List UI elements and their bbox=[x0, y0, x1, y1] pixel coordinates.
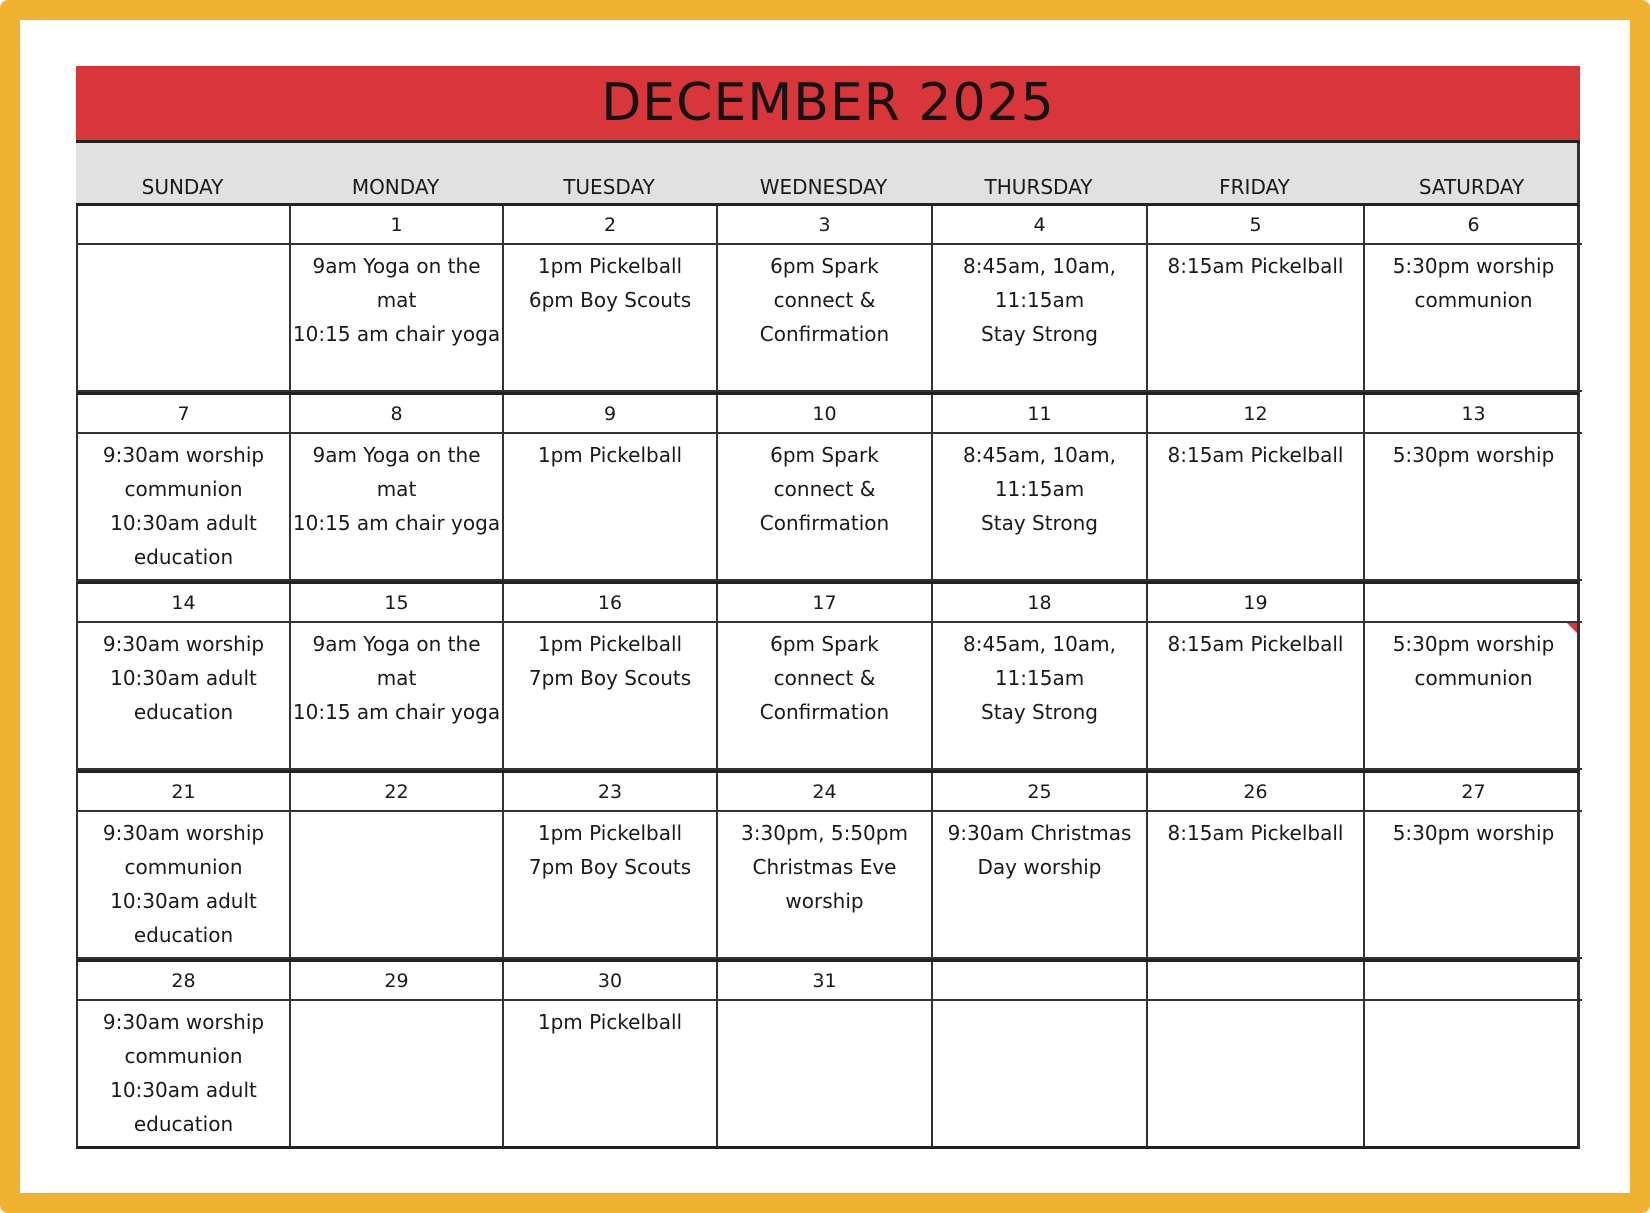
event-text: 10:30am adult bbox=[110, 1078, 257, 1102]
event-text: 11:15am bbox=[994, 288, 1085, 312]
day-events-cell bbox=[78, 812, 291, 959]
day-number: 19 bbox=[1148, 584, 1365, 623]
day-events-cell bbox=[291, 245, 504, 392]
event-text: 10:30am adult bbox=[110, 666, 257, 690]
day-number: 5 bbox=[1148, 206, 1365, 245]
day-events-cell bbox=[933, 623, 1148, 770]
weekday-header-saturday: SATURDAY bbox=[1418, 175, 1525, 199]
day-events-cell bbox=[78, 434, 291, 581]
day-number bbox=[1365, 962, 1582, 1001]
day-events-cell bbox=[933, 1001, 1148, 1146]
event-text: mat bbox=[376, 477, 417, 501]
weekday-header-tuesday: TUESDAY bbox=[563, 175, 655, 199]
event-text: communion bbox=[124, 1044, 243, 1068]
day-events-cell bbox=[78, 623, 291, 770]
day-events-cell bbox=[78, 1001, 291, 1146]
event-text: education bbox=[133, 545, 234, 569]
event-text: 9:30am worship bbox=[102, 443, 265, 467]
day-number: 23 bbox=[504, 773, 718, 812]
comment-marker-icon bbox=[1567, 623, 1577, 633]
event-text: 10:15 am chair yoga bbox=[292, 511, 501, 535]
event-text: connect & bbox=[773, 288, 876, 312]
weekday-header-wednesday: WEDNESDAY bbox=[759, 175, 888, 199]
day-number: 1 bbox=[291, 206, 504, 245]
event-text: 6pm Spark bbox=[770, 254, 879, 278]
day-number: 17 bbox=[718, 584, 933, 623]
event-text: 11:15am bbox=[994, 477, 1085, 501]
day-number: 13 bbox=[1365, 395, 1582, 434]
day-events-cell bbox=[1148, 812, 1365, 959]
event-text: communion bbox=[1414, 288, 1533, 312]
weekday-header-sunday: SUNDAY bbox=[141, 175, 224, 199]
day-events-cell bbox=[291, 1001, 504, 1146]
day-events-cell bbox=[1365, 245, 1582, 392]
weekday-header-row bbox=[76, 143, 1580, 206]
weekday-header-thursday: THURSDAY bbox=[984, 175, 1093, 199]
event-text: 9:30am Christmas bbox=[947, 821, 1132, 845]
day-events-cell bbox=[1148, 1001, 1365, 1146]
day-number: 8 bbox=[291, 395, 504, 434]
event-text: worship bbox=[785, 889, 864, 913]
event-text: 7pm Boy Scouts bbox=[528, 855, 692, 879]
day-events-cell bbox=[933, 245, 1148, 392]
event-text: 9:30am worship bbox=[102, 1010, 265, 1034]
event-text: 1pm Pickelball bbox=[537, 254, 683, 278]
week-row bbox=[76, 584, 1580, 773]
calendar-weeks bbox=[76, 206, 1580, 1149]
event-text: 1pm Pickelball bbox=[537, 1010, 683, 1034]
event-text: 10:30am adult bbox=[110, 511, 257, 535]
day-events-cell bbox=[1365, 1001, 1582, 1146]
day-number: 30 bbox=[504, 962, 718, 1001]
event-text: Confirmation bbox=[759, 700, 890, 724]
event-text: 5:30pm worship bbox=[1392, 632, 1555, 656]
event-text: 8:15am Pickelball bbox=[1167, 632, 1344, 656]
day-events-cell bbox=[291, 623, 504, 770]
event-text: 9:30am worship bbox=[102, 632, 265, 656]
event-text: 8:15am Pickelball bbox=[1167, 254, 1344, 278]
event-text: 9am Yoga on the bbox=[312, 443, 481, 467]
event-text: mat bbox=[376, 288, 417, 312]
day-events-cell bbox=[1365, 812, 1582, 959]
day-number: 10 bbox=[718, 395, 933, 434]
day-number: 22 bbox=[291, 773, 504, 812]
calendar bbox=[76, 66, 1580, 1149]
day-number: 3 bbox=[718, 206, 933, 245]
event-text: 1pm Pickelball bbox=[537, 821, 683, 845]
day-events-cell bbox=[1148, 434, 1365, 581]
event-text: 6pm Boy Scouts bbox=[528, 288, 692, 312]
event-text: communion bbox=[1414, 666, 1533, 690]
day-events-cell bbox=[291, 812, 504, 959]
calendar-title-bar bbox=[76, 66, 1580, 143]
day-events-cell bbox=[1365, 434, 1582, 581]
day-number: 11 bbox=[933, 395, 1148, 434]
event-text: 1pm Pickelball bbox=[537, 443, 683, 467]
day-events-cell bbox=[504, 623, 718, 770]
event-text: communion bbox=[124, 477, 243, 501]
event-text: Stay Strong bbox=[981, 322, 1098, 346]
event-text: 8:45am, 10am, bbox=[963, 632, 1116, 656]
event-text: 3:30pm, 5:50pm bbox=[741, 821, 908, 845]
day-number: 9 bbox=[504, 395, 718, 434]
day-events-cell bbox=[718, 1001, 933, 1146]
day-number bbox=[1148, 962, 1365, 1001]
day-events-cell bbox=[78, 245, 291, 392]
day-number: 28 bbox=[78, 962, 291, 1001]
day-number: 14 bbox=[78, 584, 291, 623]
event-text: mat bbox=[376, 666, 417, 690]
event-text: connect & bbox=[773, 666, 876, 690]
day-number: 29 bbox=[291, 962, 504, 1001]
day-events-cell bbox=[1365, 623, 1582, 770]
event-text: 8:45am, 10am, bbox=[963, 254, 1116, 278]
event-text: education bbox=[133, 1112, 234, 1136]
week-row bbox=[76, 773, 1580, 962]
day-events-cell bbox=[718, 245, 933, 392]
event-text: communion bbox=[124, 855, 243, 879]
day-number: 12 bbox=[1148, 395, 1365, 434]
day-number: 27 bbox=[1365, 773, 1582, 812]
event-text: 10:15 am chair yoga bbox=[292, 700, 501, 724]
calendar-title: DECEMBER 2025 bbox=[601, 73, 1055, 133]
day-events-cell bbox=[1148, 245, 1365, 392]
event-text: 8:45am, 10am, bbox=[963, 443, 1116, 467]
day-events-cell bbox=[933, 434, 1148, 581]
day-events-cell bbox=[933, 812, 1148, 959]
event-text: 10:15 am chair yoga bbox=[292, 322, 501, 346]
event-text: connect & bbox=[773, 477, 876, 501]
week-row bbox=[76, 395, 1580, 584]
event-text: 1pm Pickelball bbox=[537, 632, 683, 656]
event-text: 5:30pm worship bbox=[1392, 443, 1555, 467]
event-text: education bbox=[133, 700, 234, 724]
day-events-cell bbox=[291, 434, 504, 581]
event-text: 8:15am Pickelball bbox=[1167, 443, 1344, 467]
event-text: 9am Yoga on the bbox=[312, 632, 481, 656]
day-number: 26 bbox=[1148, 773, 1365, 812]
day-number bbox=[933, 962, 1148, 1001]
weekday-header-friday: FRIDAY bbox=[1219, 175, 1290, 199]
day-events-cell bbox=[718, 623, 933, 770]
event-text: 11:15am bbox=[994, 666, 1085, 690]
weekday-header-monday: MONDAY bbox=[351, 175, 440, 199]
day-events-cell bbox=[504, 434, 718, 581]
day-number bbox=[1365, 584, 1582, 623]
day-events-cell bbox=[504, 1001, 718, 1146]
day-number: 15 bbox=[291, 584, 504, 623]
event-text: Day worship bbox=[977, 855, 1102, 879]
event-text: 10:30am adult bbox=[110, 889, 257, 913]
day-events-cell bbox=[718, 812, 933, 959]
event-text: 9:30am worship bbox=[102, 821, 265, 845]
event-text: Confirmation bbox=[759, 322, 890, 346]
event-text: Stay Strong bbox=[981, 700, 1098, 724]
day-events-cell bbox=[504, 812, 718, 959]
event-text: 5:30pm worship bbox=[1392, 254, 1555, 278]
event-text: Christmas Eve bbox=[752, 855, 897, 879]
day-number: 6 bbox=[1365, 206, 1582, 245]
day-number: 4 bbox=[933, 206, 1148, 245]
day-number: 24 bbox=[718, 773, 933, 812]
day-events-cell bbox=[1148, 623, 1365, 770]
event-text: Stay Strong bbox=[981, 511, 1098, 535]
day-number: 16 bbox=[504, 584, 718, 623]
event-text: 6pm Spark bbox=[770, 443, 879, 467]
day-number: 7 bbox=[78, 395, 291, 434]
day-number: 21 bbox=[78, 773, 291, 812]
day-number bbox=[78, 206, 291, 245]
day-number: 31 bbox=[718, 962, 933, 1001]
day-events-cell bbox=[718, 434, 933, 581]
day-number: 25 bbox=[933, 773, 1148, 812]
event-text: 8:15am Pickelball bbox=[1167, 821, 1344, 845]
event-text: 5:30pm worship bbox=[1392, 821, 1555, 845]
event-text: 6pm Spark bbox=[770, 632, 879, 656]
week-row bbox=[76, 206, 1580, 395]
day-number: 18 bbox=[933, 584, 1148, 623]
event-text: 9am Yoga on the bbox=[312, 254, 481, 278]
event-text: 7pm Boy Scouts bbox=[528, 666, 692, 690]
day-events-cell bbox=[504, 245, 718, 392]
event-text: education bbox=[133, 923, 234, 947]
event-text: Confirmation bbox=[759, 511, 890, 535]
week-row bbox=[76, 962, 1580, 1149]
day-number: 2 bbox=[504, 206, 718, 245]
